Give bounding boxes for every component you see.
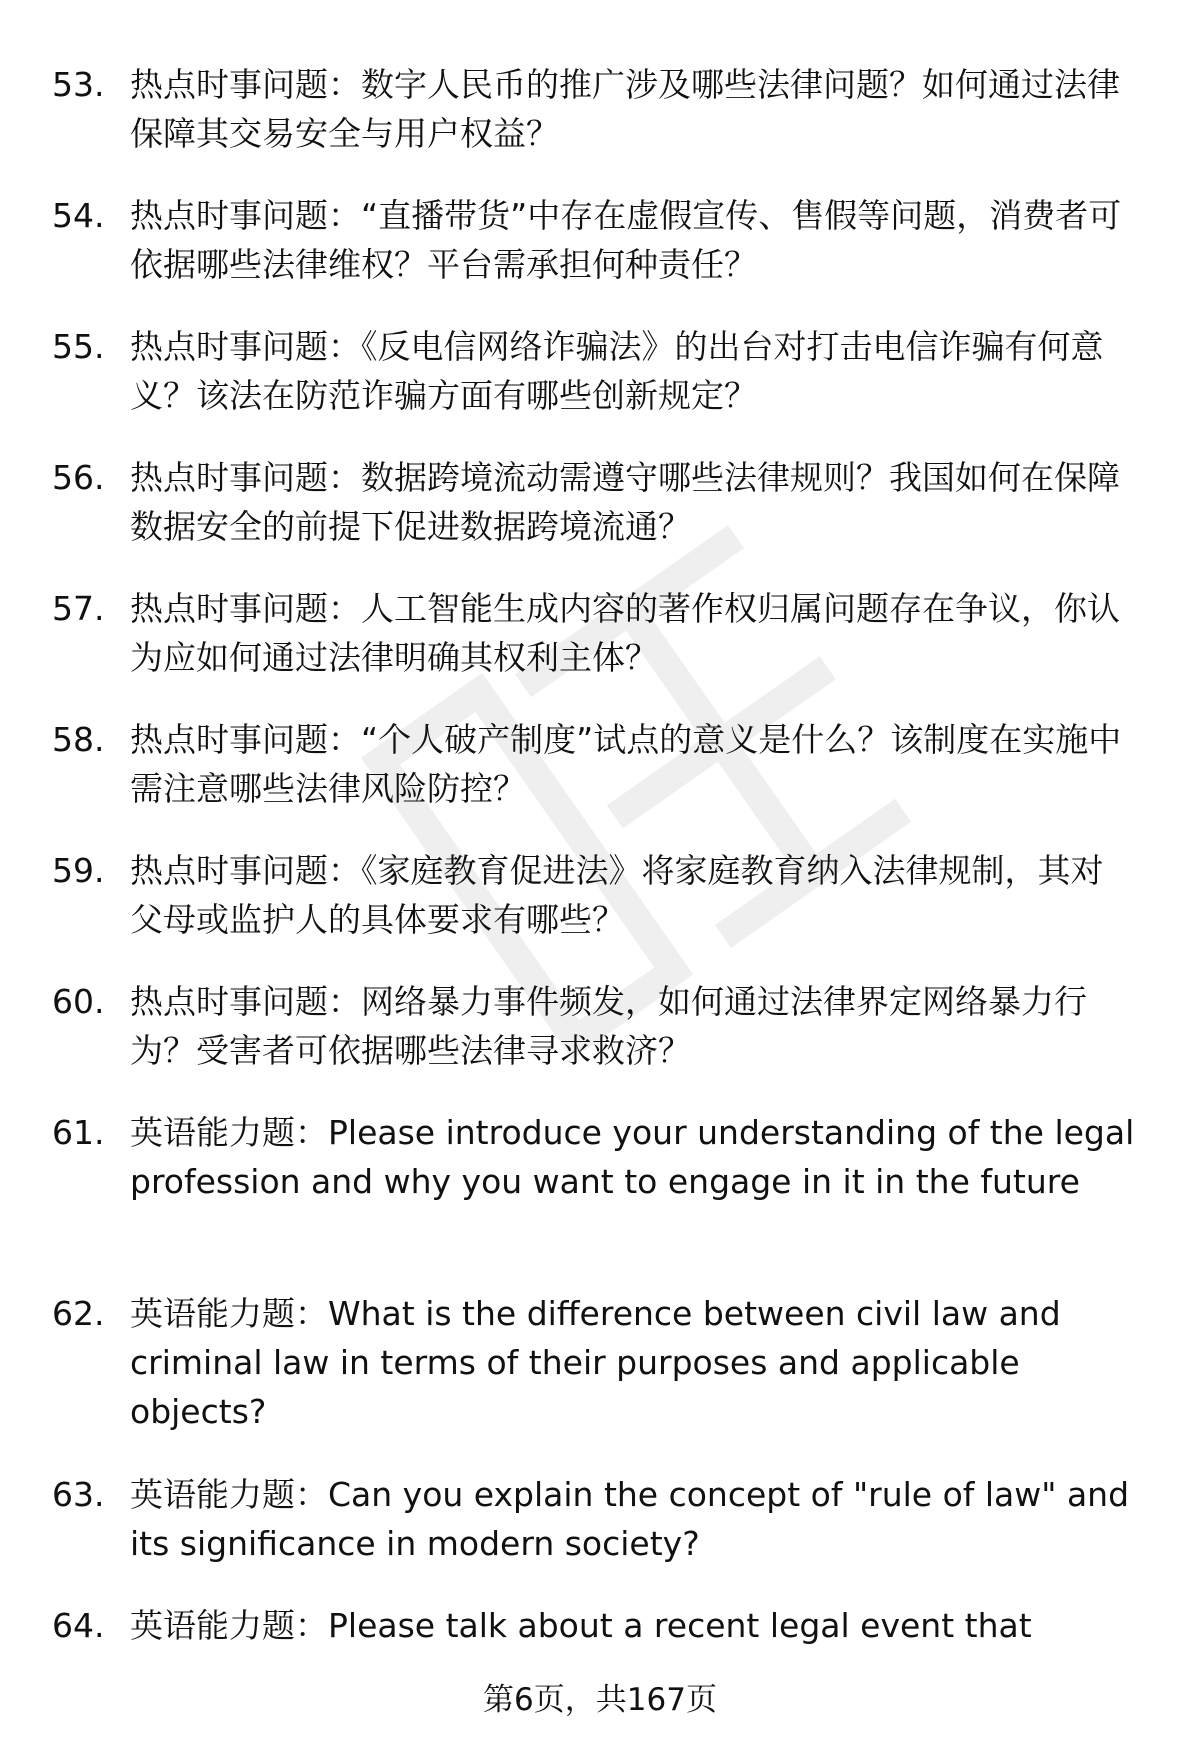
question-text: 热点时事问题：人工智能生成内容的著作权归属问题存在争议，你认为应如何通过法律明确其权利主体？	[130, 589, 1120, 677]
question-number: 59.	[52, 851, 105, 890]
question-list	[52, 60, 1152, 1661]
question-text: 英语能力题：Please introduce your understanding of the legal profession and why you want to engage in it in the future	[130, 1113, 1135, 1201]
question-number: 53.	[52, 65, 105, 104]
question-number: 61.	[52, 1113, 105, 1152]
list-item	[52, 1289, 1152, 1470]
list-item	[52, 584, 1152, 715]
question-number: 58.	[52, 720, 105, 759]
list-item	[52, 191, 1152, 322]
question-number: 57.	[52, 589, 105, 628]
list-item	[52, 977, 1152, 1108]
list-item	[52, 60, 1152, 191]
question-text: 热点时事问题：数据跨境流动需遵守哪些法律规则？我国如何在保障数据安全的前提下促进数据跨境流通？	[130, 458, 1120, 546]
page-footer: 第6页，共167页	[483, 1682, 717, 1718]
list-item	[52, 1108, 1152, 1289]
question-text: 热点时事问题：《家庭教育促进法》将家庭教育纳入法律规制，其对父母或监护人的具体要求有哪些？	[130, 851, 1104, 939]
question-text: 热点时事问题：网络暴力事件频发，如何通过法律界定网络暴力行为？受害者可依据哪些法律寻求救济？	[130, 982, 1087, 1070]
list-item	[52, 715, 1152, 846]
question-number: 54.	[52, 196, 105, 235]
list-item	[52, 453, 1152, 584]
question-text: 英语能力题：Please talk about a recent legal event that	[130, 1606, 1032, 1645]
list-item	[52, 1601, 1152, 1661]
question-number: 63.	[52, 1475, 105, 1514]
question-text: 热点时事问题：数字人民币的推广涉及哪些法律问题？如何通过法律保障其交易安全与用户权益？	[130, 65, 1120, 153]
question-number: 56.	[52, 458, 105, 497]
list-item	[52, 846, 1152, 977]
question-number: 60.	[52, 982, 105, 1021]
question-text: 热点时事问题：“个人破产制度”试点的意义是什么？该制度在实施中需注意哪些法律风险防控？	[130, 720, 1122, 808]
question-number: 55.	[52, 327, 105, 366]
list-item	[52, 1470, 1152, 1601]
question-text: 英语能力题：What is the difference between civil law and criminal law in terms of their purposes and applicable objects?	[130, 1294, 1061, 1431]
question-number: 62.	[52, 1294, 105, 1333]
question-number: 64.	[52, 1606, 105, 1645]
list-item	[52, 322, 1152, 453]
question-text: 英语能力题：Can you explain the concept of "rule of law" and its significance in modern society?	[130, 1475, 1130, 1563]
question-text: 热点时事问题：“直播带货”中存在虚假宣传、售假等问题，消费者可依据哪些法律维权？平台需承担何种责任？	[130, 196, 1122, 284]
question-text: 热点时事问题：《反电信网络诈骗法》的出台对打击电信诈骗有何意义？该法在防范诈骗方面有哪些创新规定？	[130, 327, 1104, 415]
